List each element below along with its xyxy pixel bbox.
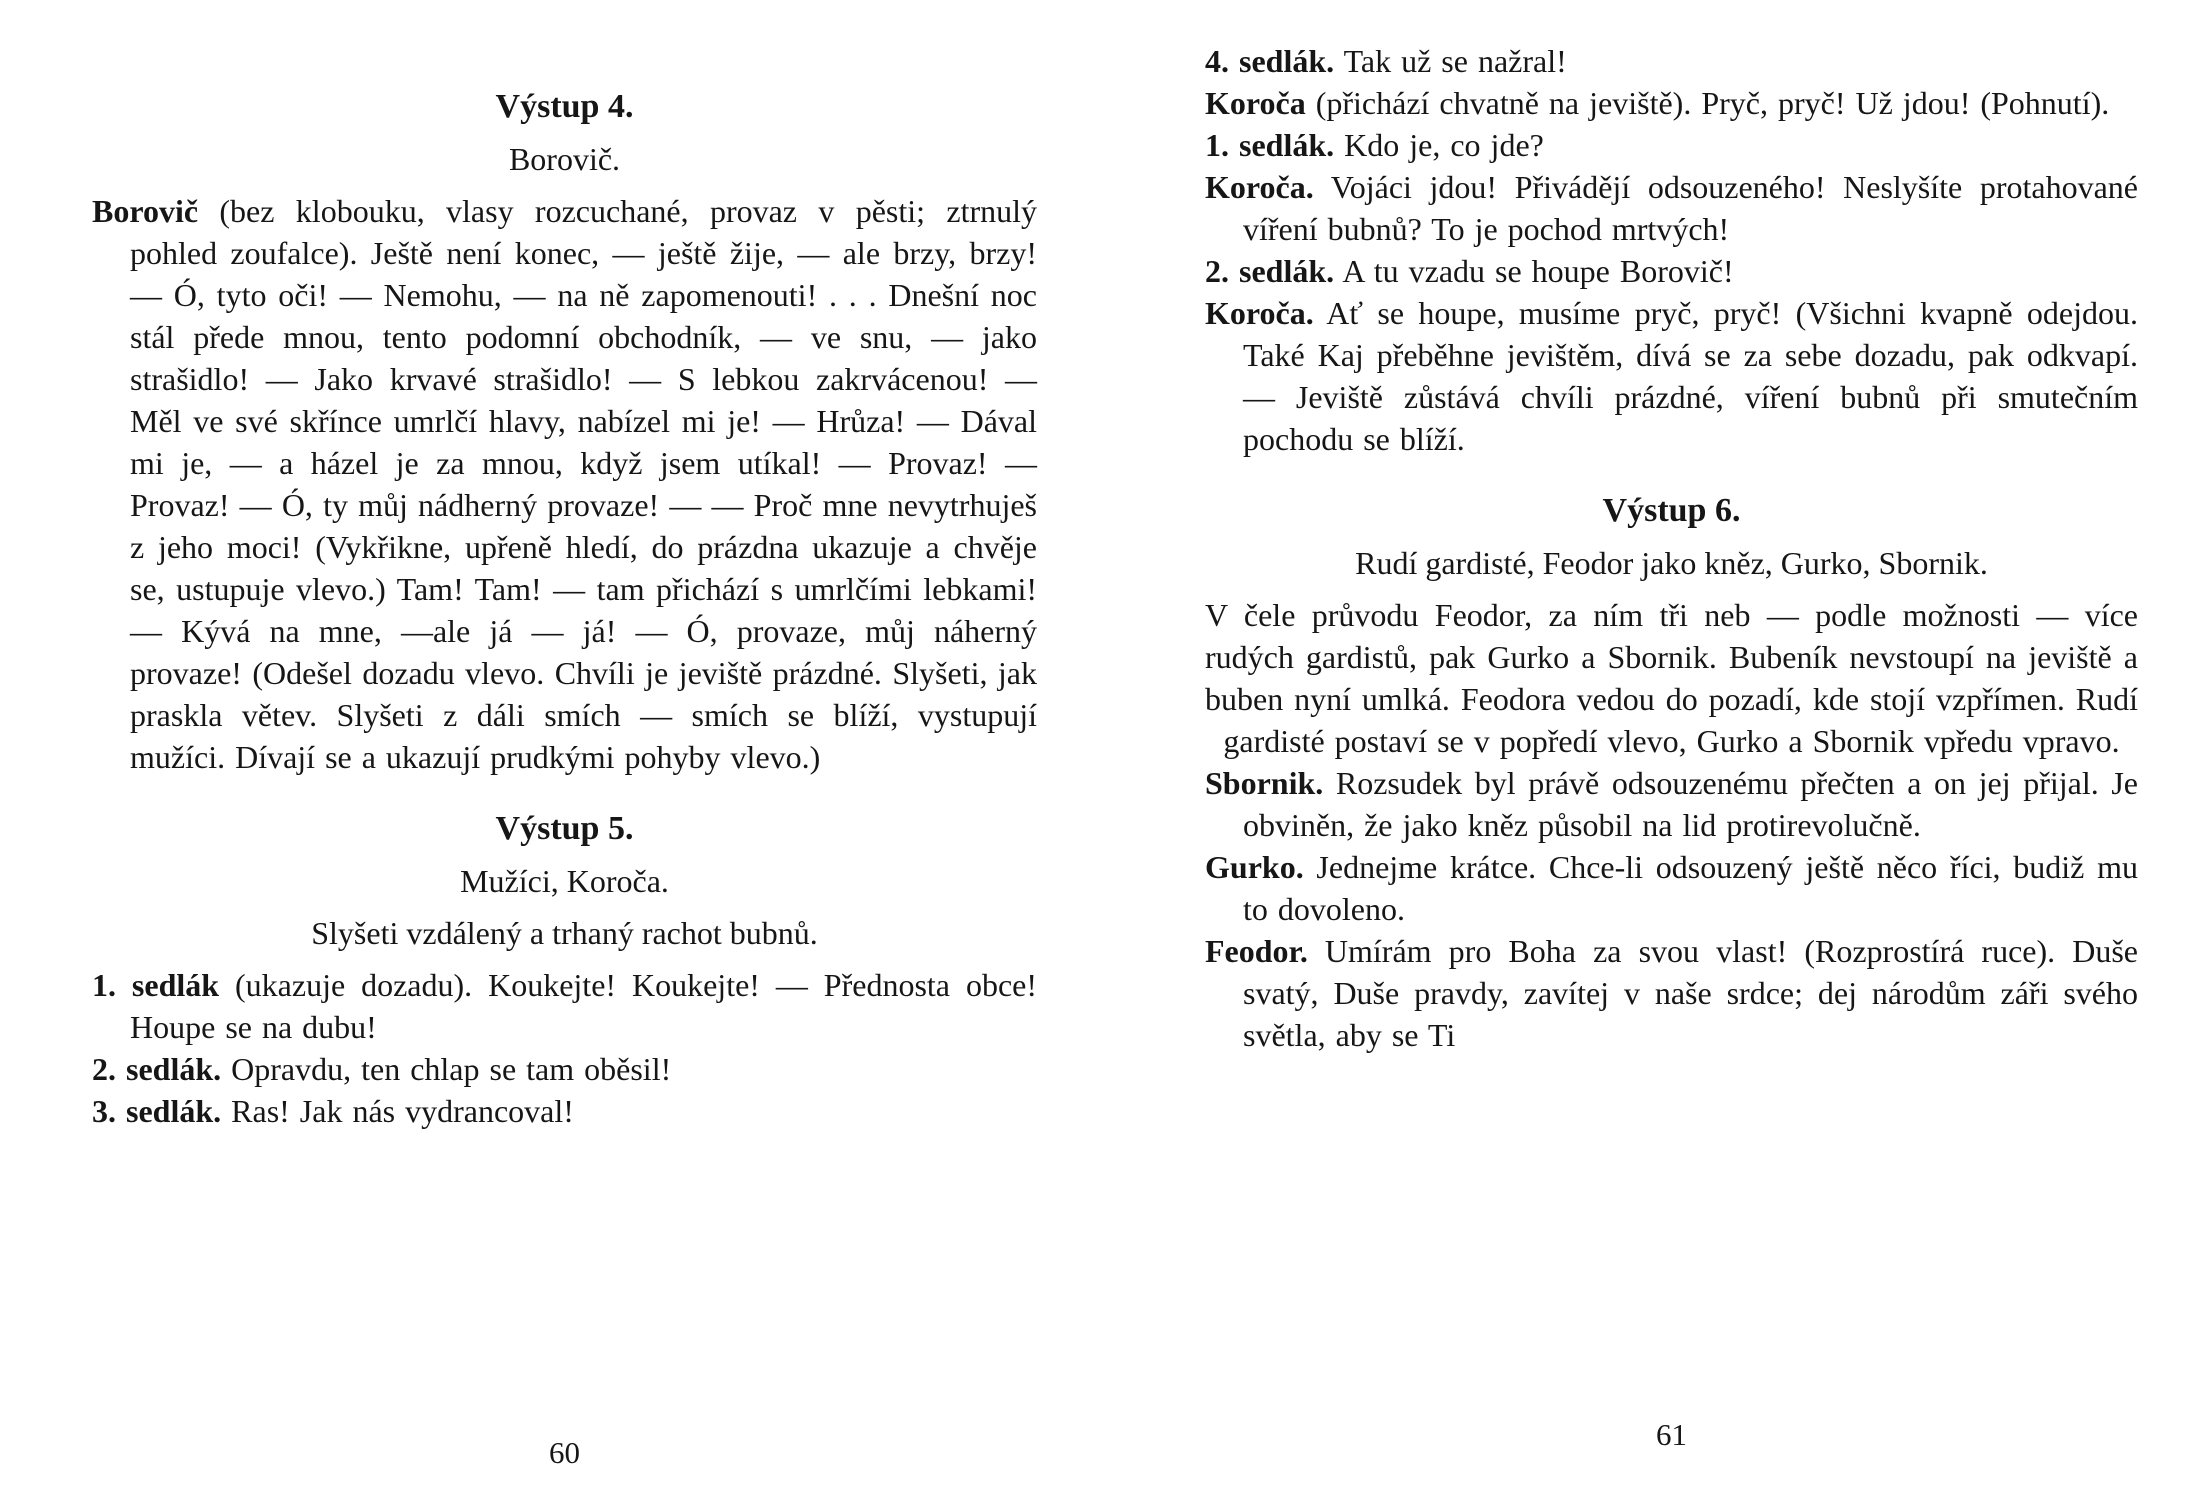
- speech-text: (ukazuje dozadu). Koukejte! Koukejte! — Přednosta obce! Houpe se na dubu!: [130, 967, 1038, 1045]
- centered-note: Slyšeti vzdálený a trhaný rachot bubnů.: [311, 915, 818, 951]
- speech-text: (bez klobouku, vlasy rozcuchané, provaz v pěsti; ztrnulý pohled zoufalce). Ještě není konec, — ještě žije, — ale brzy, brzy! — Ó, tyto oči! — Nemohu, — na ně zapomenouti! . . . Dnešní noc stál přede mnou, tento podomní obchodník, — ve snu, — jako strašidlo! — Jako krvavé strašidlo! — S lebkou zakrvácenou! — Měl ve své skřínce umrlčí hlavy, nabízel mi je! — Hrůza! — Dával mi je, — a házel je za mnou, když jsem utíkal! — Provaz! — Provaz! — Ó, ty můj nádherný provaze! — — Proč mne nevytrhuješ z jeho moci! (Vykřikne, upřeně hledí, do prázdna ukazuje a chvěje se, ustupuje vlevo.) Tam! Tam! — tam přichází s umrlčími lebkami! — Kývá na mne, —ale já — já! — Ó, provaze, můj náherný provaze! (Odešel dozadu vlevo. Chvíli je jeviště prázdné. Slyšeti, jak praskla větev. Slyšeti z dáli smích — smích se blíží, vystupují mužíci. Dívají se a ukazují prudkými pohyby vlevo.): [130, 193, 1037, 775]
- scene-heading: Výstup 4.: [495, 88, 634, 125]
- speaker-name: Koroča: [1205, 85, 1306, 121]
- scene-subheading: Mužíci, Koroča.: [460, 863, 669, 899]
- speaker-name: 4. sedlák.: [1205, 43, 1335, 79]
- speech-text: Ras! Jak nás vydrancoval!: [221, 1093, 574, 1129]
- speaker-name: Sbornik.: [1205, 765, 1324, 801]
- speech-text: Vojáci jdou! Přivádějí odsouzeného! Neslyšíte protahované víření bubnů? To je pochod mrtvých!: [1243, 169, 2138, 247]
- speech-text: Ať se houpe, musíme pryč, pryč! (Všichni kvapně odejdou. Také Kaj přeběhne jevištěm, dívá se za sebe dozadu, pak odkvapí. — Jeviště zůstává chvíli prázdné, víření bubnů při smutečním pochodu se blíží.: [1243, 295, 2138, 457]
- speech-paragraph: [1205, 250, 2138, 292]
- speech-paragraph: [1205, 762, 2138, 846]
- speaker-name: 3. sedlák.: [92, 1093, 222, 1129]
- scene-heading: Výstup 6.: [1602, 492, 1741, 529]
- speech-paragraph: [1205, 930, 2138, 1056]
- speaker-name: Feodor.: [1205, 933, 1308, 969]
- page-number-left: 60: [549, 1435, 580, 1470]
- page-right-content: [1205, 40, 2138, 1056]
- page-number-right: 61: [1656, 1417, 1687, 1452]
- speech-text: Rozsudek byl právě odsouzenému přečten a on jej přijal. Je obviněn, že jako kněz působil na lid protirevolučně.: [1243, 765, 2138, 843]
- centered-note: Rudí gardisté, Feodor jako kněz, Gurko, Sbornik.: [1355, 545, 1988, 581]
- stage-direction: V čele průvodu Feodor, za ním tři neb — podle možnosti — více rudých gardistů, pak Gurko a Sbornik. Bubeník nevstoupí na jeviště a buben nyní umlká. Feodora vedou do pozadí, kde stojí vzpřímen. Rudí gardisté postaví se v popředí vlevo, Gurko a Sbornik vpředu vpravo.: [1205, 597, 2138, 759]
- speech-text: Kdo je, co jde?: [1334, 127, 1544, 163]
- scene-heading: Výstup 5.: [495, 810, 634, 847]
- page-left-content: [92, 52, 1037, 1132]
- speaker-name: 2. sedlák.: [92, 1051, 222, 1087]
- speech-text: Opravdu, ten chlap se tam oběsil!: [221, 1051, 672, 1087]
- speech-paragraph: [92, 964, 1037, 1048]
- speech-text: A tu vzadu se houpe Borovič!: [1334, 253, 1734, 289]
- speaker-name: 1. sedlák.: [1205, 127, 1335, 163]
- speech-paragraph: [1205, 846, 2138, 930]
- page-right: [1105, 0, 2210, 1500]
- speech-paragraph: [1205, 124, 2138, 166]
- speaker-name: Koroča.: [1205, 295, 1314, 331]
- speech-paragraph: [1205, 40, 2138, 82]
- speaker-name: 2. sedlák.: [1205, 253, 1335, 289]
- speech-text: Tak už se nažral!: [1334, 43, 1567, 79]
- speech-paragraph: [1205, 82, 2138, 124]
- speech-paragraph: [92, 1048, 1037, 1090]
- speech-paragraph: [1205, 292, 2138, 460]
- speech-text: (přichází chvatně na jeviště). Pryč, pryč! Už jdou! (Pohnutí).: [1305, 85, 2110, 121]
- speech-text: Umírám pro Boha za svou vlast! (Rozprostírá ruce). Duše svatý, Duše pravdy, zavítej v naše srdce; dej národům záři svého světla, aby se Ti: [1243, 933, 2138, 1053]
- speaker-name: 1. sedlák: [92, 967, 220, 1003]
- speaker-name: Borovič: [92, 193, 199, 229]
- speech-paragraph: [92, 1090, 1037, 1132]
- speaker-name: Gurko.: [1205, 849, 1304, 885]
- speech-paragraph: [92, 190, 1037, 778]
- speech-text: Jednejme krátce. Chce-li odsouzený ještě něco říci, budiž mu to dovoleno.: [1243, 849, 2138, 927]
- speech-paragraph: [1205, 166, 2138, 250]
- scene-subheading: Borovič.: [508, 141, 621, 177]
- speaker-name: Koroča.: [1205, 169, 1314, 205]
